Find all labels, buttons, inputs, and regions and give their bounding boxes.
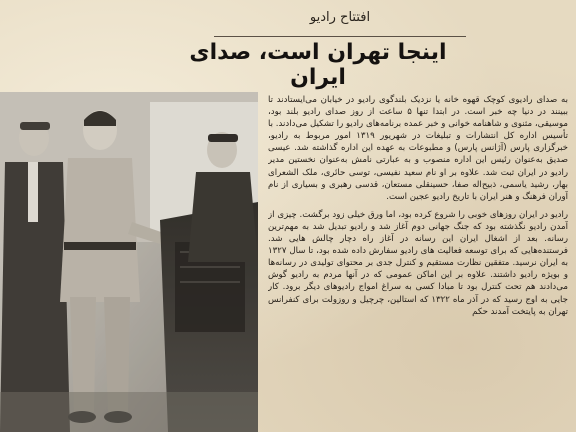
article-kicker: افتتاح رادیو [309,10,371,25]
article-paragraph-1: به صدای رادیوی کوچک قهوه خانه یا نزدیک بلندگوی رادیو در خیابان می‌ایستادند تا ببینند در دنیا چه خبر است. در ابتدا تنها ۵ ساعت از روز صدای رادیو بلند بود، موسیقی، مثنوی و شاهنامه خوانی و خبر عمده برنامه‌های رادیو را تشکیل می‌دادند. با تأسیس اداره کل انتشارات و تبلیغات در شهریور ۱۳۱۹ امور مربوط به رادیو، خبرگزاری پارس (آژانس پارس) و مطبوعات به عهده این اداره گذاشته شد. عیسی صدیق به‌عنوان رئیس این اداره منصوب و به عبارتی نامش به‌عنوان نخستین مدیر رادیو در ایران ثبت شد. علاوه بر او نام سعید نفیسی، توسی حائری، ملک الشعرای بهار، رشید یاسمی، ذبیح‌اله صفا، حسینقلی مستعان، قدسی رهبری و بسیاری از نام آوران فرهنگ و هنر ایران با تاریخ رادیو عجین است. [268,95,568,202]
article-paragraph-2: رادیو در ایران روزهای خوبی را شروع کرده بود، اما ورق خیلی زود برگشت. چیزی از آمدن رادیو نگذشته بود که جنگ جهانی دوم آغاز شد و رادیو تبدیل شد به مهم‌ترین رسانه. بعد از اشغال ایران این رسانه در آغاز راه دچار چالش هایی شد. فرستنده‌هایی که برای توسعه فعالیت های رادیو سفارش داده شده بود، تا سال ۱۳۲۷ به ایران نرسید. متفقین نظارت مستقیم و کنترل جدی بر محتوای تولیدی در رسانه‌ها و بویژه رادیو داشتند. علاوه بر این اماکن عمومی که در آنها مردم به رادیو گوش می‌دادند هم تحت کنترل بود تا مبادا کسی به سراغ امواج رادیوهای دیگر برود. کار جایی به اوج رسید که در آذر ماه ۱۳۲۲ که استالین، چرچیل و روزولت برای کنفرانس تهران به پایتخت آمدند حکم [268,209,568,317]
article-headline: اینجا تهران است، صدای ایران [189,40,447,90]
article-body [268,94,568,432]
title-divider [214,36,466,37]
historical-photo [0,92,258,432]
